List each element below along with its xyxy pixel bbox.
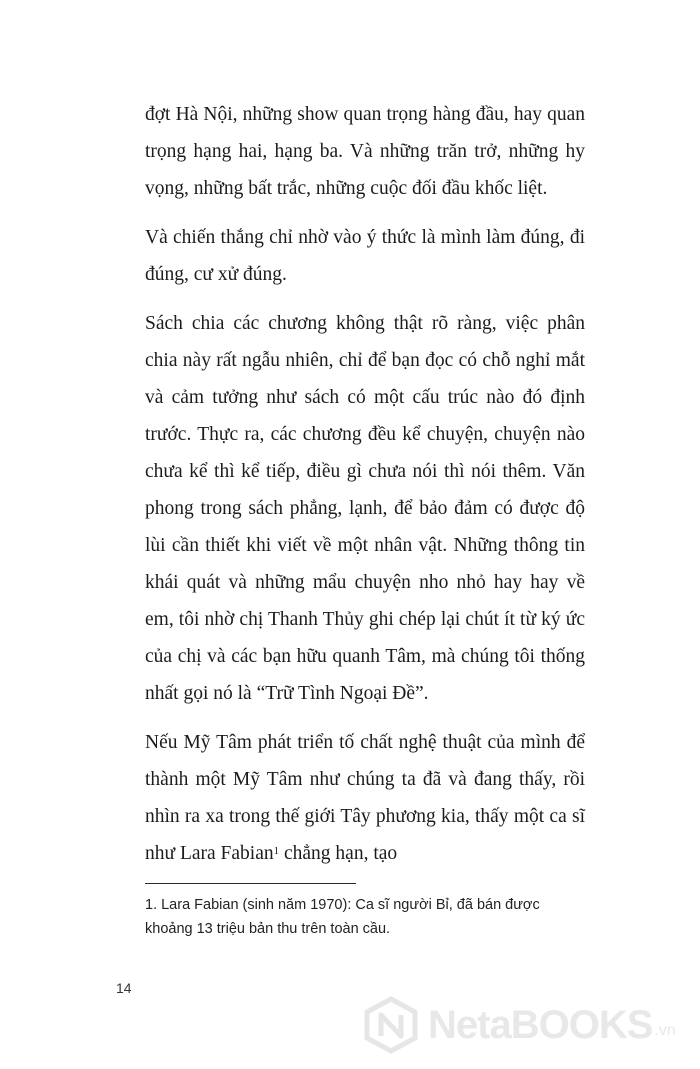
paragraph-1: đợt Hà Nội, những show quan trọng hàng đầu, hay quan trọng hạng hai, hạng ba. Và những trăn trở, những hy vọng, những bất trắc, những cuộc đối đầu khốc liệt. xyxy=(145,104,585,199)
paragraph-4-text: Nếu Mỹ Tâm phát triển tố chất nghệ thuật của mình để thành một Mỹ Tâm như chúng ta đã và đang thấy, rồi nhìn ra xa trong thế giới Tây phương kia, thấy một ca sĩ như Lara Fabian xyxy=(145,732,585,864)
netabooks-logo-icon xyxy=(362,996,420,1054)
page-number: 14 xyxy=(116,980,132,996)
watermark xyxy=(362,992,694,1058)
watermark-suffix: .vn xyxy=(654,1022,676,1039)
watermark-text: NetaBOOKS xyxy=(428,1002,653,1047)
body-text xyxy=(145,96,585,884)
footnote-text: 1. Lara Fabian (sinh năm 1970): Ca sĩ người Bỉ, đã bán được khoảng 13 triệu bản thu trên toàn cầu. xyxy=(145,897,540,937)
paragraph-4-tail: chẳng hạn, tạo xyxy=(279,843,398,864)
footnote-divider xyxy=(145,883,356,884)
paragraph-3: Sách chia các chương không thật rõ ràng, việc phân chia này rất ngẫu nhiên, chỉ để bạn đọc có chỗ nghỉ mắt và cảm tưởng như sách có một cấu trúc nào đó định trước. Thực ra, các chương đều kể chuyện, chuyện nào chưa kể thì kể tiếp, điều gì chưa nói thì nói thêm. Văn phong trong sách phẳng, lạnh, để bảo đảm có được độ lùi cần thiết khi viết về một nhân vật. Những thông tin khái quát và những mẩu chuyện nho nhỏ hay hay về em, tôi nhờ chị Thanh Thủy ghi chép lại chút ít từ ký ức của chị và các bạn hữu quanh Tâm, mà chúng tôi thống nhất gọi nó là “Trữ Tình Ngoại Đề”. xyxy=(145,313,585,704)
paragraph-4 xyxy=(145,724,585,872)
footnote xyxy=(145,893,585,941)
footnote-reference: 1 xyxy=(273,845,280,857)
paragraph-2: Và chiến thắng chỉ nhờ vào ý thức là mình làm đúng, đi đúng, cư xử đúng. xyxy=(145,227,585,285)
